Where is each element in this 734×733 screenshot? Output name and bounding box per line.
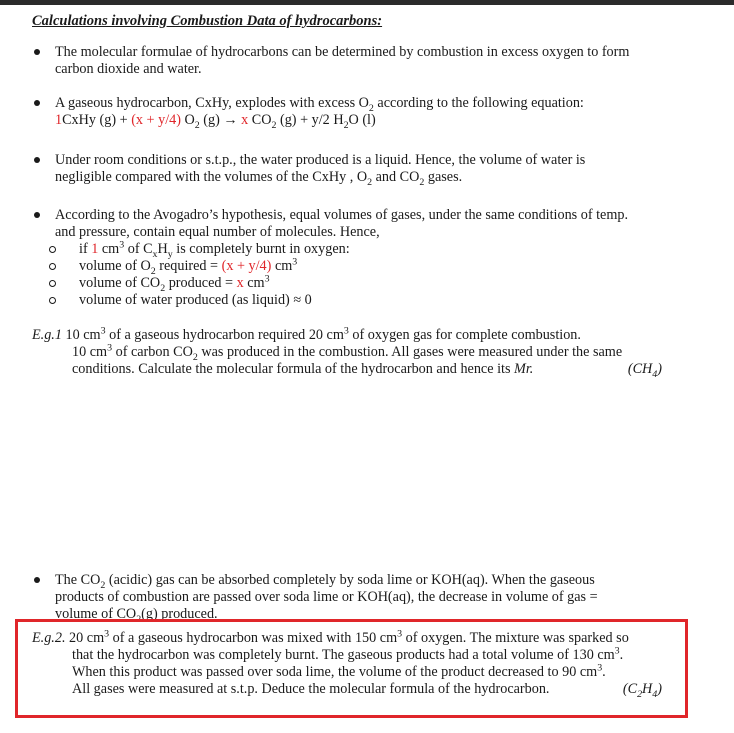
list-item: volume of $O_2$ required = (x + y/4) $cm^3$ [32,258,682,275]
bullet-avogadro [32,207,682,309]
top-edge-bar [0,0,734,5]
bullet5-line1: The $CO_2$ (acidic) gas can be absorbed completely by soda lime or KOH(aq). When the gaseous [55,572,595,591]
bullet2-line1: A gaseous hydrocarbon, CxHy, explodes with excess $O_2$ according to the following equation: [55,95,584,114]
example-1-label: E.g.1 [32,327,62,343]
example-1-answer: $(CH_4)$ [627,361,662,380]
bullet4-line2: and pressure, contain equal number of molecules. Hence, [55,224,380,241]
example-2: E.g.2. 20 $cm^3$ of a gaseous hydrocarbon was mixed with 150 $cm^3$ of oxygen. The mixture was sparked so that the hydrocarbon was completely burnt. The gaseous products had a total volume of 130 $cm^3$. When this product was passed over soda lime, the volume of the product decreased to 90 $cm^3$. All gases were measured at s.t.p. Deduce the molecular formula of the hydrocarbon. $(C_2H_4)$ [32,628,662,700]
bullet-water-negligible [32,152,682,186]
list-item: volume of water produced (as liquid) ≈ 0 [32,292,682,309]
bullet-equation [32,95,682,129]
example-2-answer: $(C_2H_4)$ [622,681,662,700]
list-item: if 1 $cm^3$ of $C_xH_y$ is completely burnt in oxygen: [32,241,682,258]
equation-water-coefficient: y/2 [311,112,330,129]
equation-co2-coefficient: x [241,112,249,129]
list-item: volume of $CO_2$ produced = x $cm^3$ [32,275,682,292]
bullet4-line1: According to the Avogadro’s hypothesis, equal volumes of gases, under the same conditions of temp. [55,207,629,223]
bullet5-line2: products of combustion are passed over soda lime or KOH(aq), the decrease in volume of gas = [55,589,598,606]
bullet3-line2: negligible compared with the volumes of the CxHy , $O_2$ and $CO_2$ gases. [55,169,463,188]
bullet-combustion-intro [32,44,682,78]
example-2-label: E.g.2. [32,630,66,646]
bullet3-line1: Under room conditions or s.t.p., the water produced is a liquid. Hence, the volume of water is [55,152,586,168]
equation-oxygen-coefficient: (x + y/4) [131,112,181,129]
example-1: E.g.1 10 $cm^3$ of a gaseous hydrocarbon required 20 $cm^3$ of oxygen gas for complete combustion. 10 $cm^3$ of carbon $CO_2$ was produced in the combustion. All gases were measured under the same conditions. Calculate the molecular formula of the hydrocarbon and hence its Mr. $(CH_4)$ [32,325,662,380]
bullet1-line2: carbon dioxide and water. [55,61,202,78]
combustion-equation: 1CxHy (g) + (x + y/4) $O_2$ (g) → x $CO_2$ (g) + y/2 $H_2O$ (l) [55,112,376,131]
bullet-soda-lime [32,572,682,623]
equation-coefficient-one: 1 [55,112,63,129]
bullet1-line1: The molecular formulae of hydrocarbons can be determined by combustion in excess oxygen to form [55,44,630,60]
bullet5-line3: volume of $CO_2(g)$ produced. [55,606,218,625]
avogadro-sub-list [32,241,682,309]
page-title: Calculations involving Combustion Data of hydrocarbons: [32,13,383,29]
